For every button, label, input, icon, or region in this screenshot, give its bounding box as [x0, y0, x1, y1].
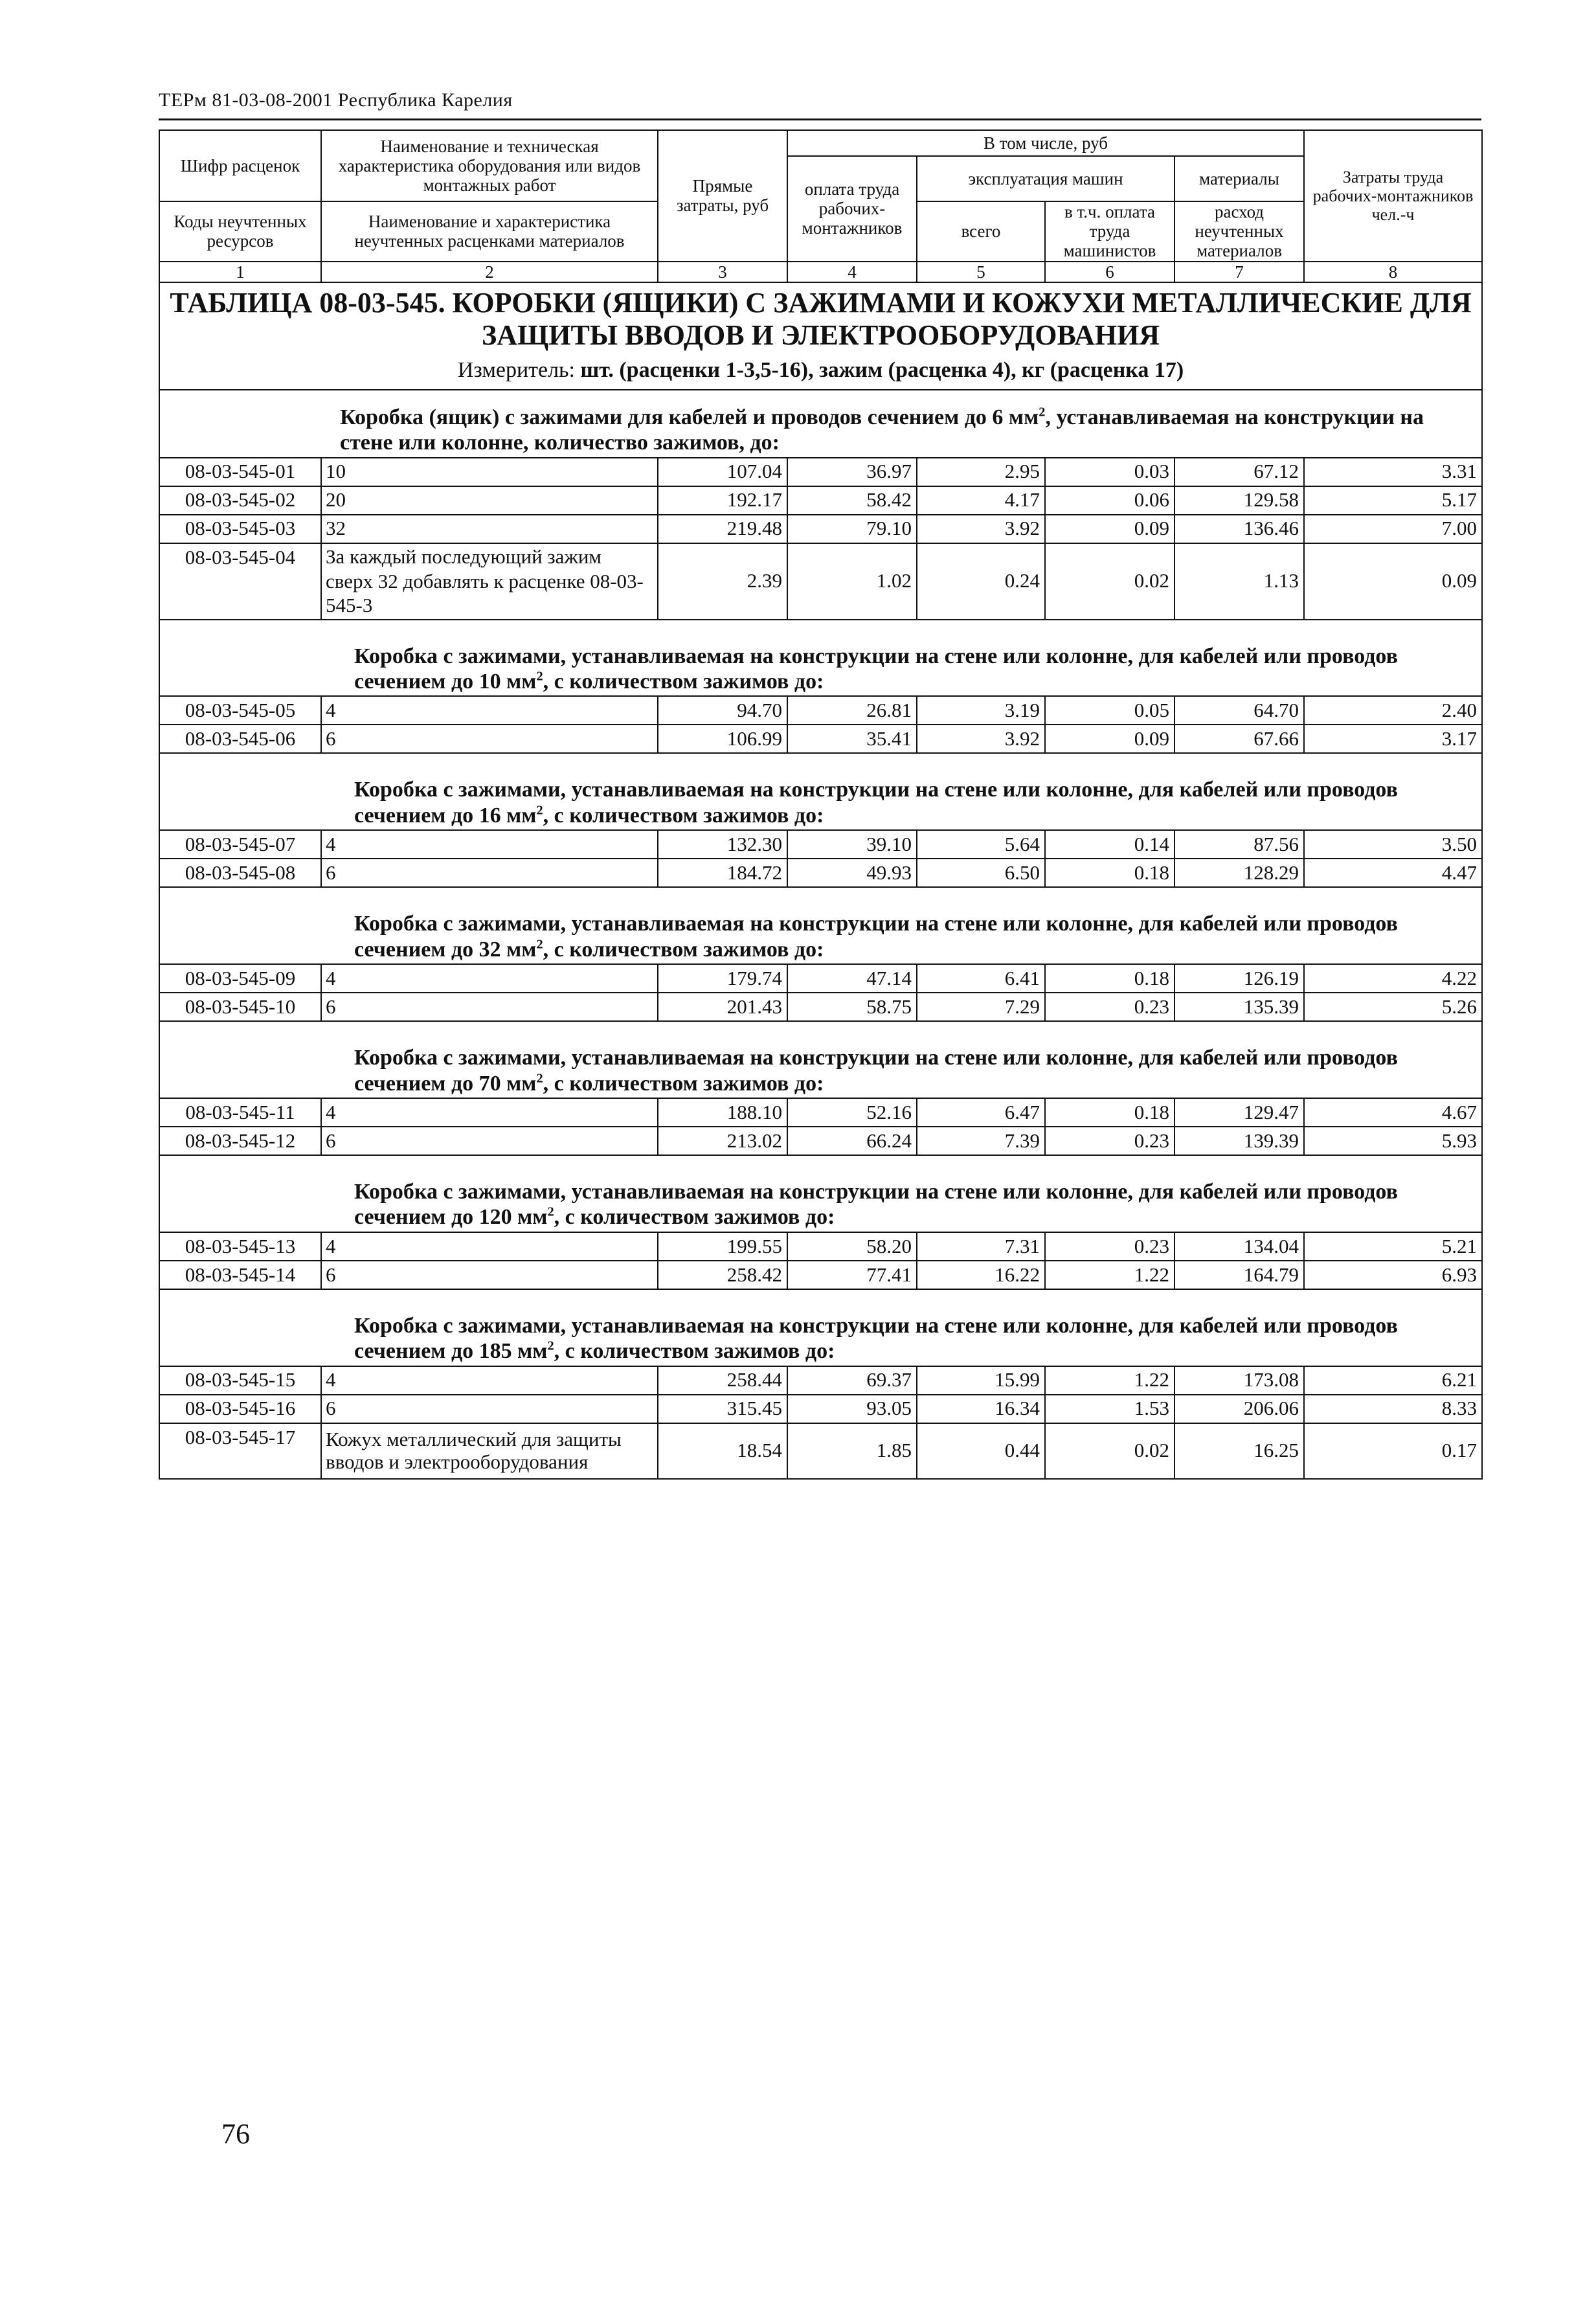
- group-heading-text-end: , устанавливаемая на конструкции на стене или колонне, количество зажимов, до:: [340, 405, 1424, 455]
- header-in-total: В том числе, руб: [787, 130, 1304, 156]
- machine-cost-cell: 7.39: [917, 1127, 1045, 1155]
- machinist-pay-cell: 0.09: [1045, 515, 1175, 543]
- measure-text: шт. (расценки 1-3,5-16), зажим (расценка 4), кг (расценка 17): [580, 358, 1184, 383]
- machinist-pay-cell: 0.23: [1045, 1232, 1175, 1261]
- rate-name-cell: 6: [321, 993, 658, 1021]
- group-heading-superscript: 2: [1039, 405, 1046, 420]
- header-labor-hours: Затраты труда рабочих-монтажников чел.-ч: [1304, 130, 1482, 262]
- machinist-pay-cell: 0.02: [1045, 543, 1175, 620]
- header-rule: [159, 118, 1481, 120]
- labor-cost-cell: 35.41: [787, 725, 917, 753]
- group-heading-superscript: 2: [536, 1071, 543, 1086]
- labor-cost-cell: 26.81: [787, 696, 917, 725]
- materials-cost-cell: 129.47: [1175, 1098, 1304, 1127]
- labor-cost-cell: 58.42: [787, 486, 917, 515]
- labor-hours-cell: 0.09: [1304, 543, 1482, 620]
- rate-name-cell: 4: [321, 1366, 658, 1395]
- header-name: Наименование и техническая характеристика оборудования или видов монтажных работ: [338, 136, 641, 196]
- group-heading-text-end: , с количеством зажимов до:: [543, 803, 824, 828]
- rates-table: [159, 130, 1483, 1480]
- col-number-7: 7: [1175, 262, 1304, 282]
- direct-cost-cell: 258.44: [658, 1366, 787, 1395]
- col-number-3: 3: [658, 262, 787, 282]
- group-heading-row: [159, 1289, 1482, 1366]
- col-number-2: 2: [321, 262, 658, 282]
- materials-cost-cell: 206.06: [1175, 1395, 1304, 1423]
- group-heading-superscript: 2: [547, 1339, 554, 1353]
- machinist-pay-cell: 0.05: [1045, 696, 1175, 725]
- group-heading-text: Коробка с зажимами, устанавливаемая на конструкции на стене или колонне, для кабелей или проводов сечением до 32 мм: [354, 912, 1398, 962]
- rate-code-cell: 08-03-545-07: [159, 830, 321, 859]
- group-heading-row: [159, 390, 1482, 458]
- machine-cost-cell: 6.41: [917, 964, 1045, 993]
- rate-code-cell: 08-03-545-04: [159, 543, 321, 620]
- header-materials: материалы: [1175, 156, 1304, 201]
- group-heading-superscript: 2: [547, 1205, 554, 1220]
- direct-cost-cell: 219.48: [658, 515, 787, 543]
- direct-cost-cell: 94.70: [658, 696, 787, 725]
- materials-cost-cell: 136.46: [1175, 515, 1304, 543]
- table-row: [159, 1423, 1482, 1479]
- group-heading-text: Коробка с зажимами, устанавливаемая на конструкции на стене или колонне, для кабелей или проводов сечением до 16 мм: [354, 778, 1398, 828]
- direct-cost-cell: 315.45: [658, 1395, 787, 1423]
- table-title: ТАБЛИЦА 08-03-545. КОРОБКИ (ЯЩИКИ) С ЗАЖИМАМИ И КОЖУХИ МЕТАЛЛИЧЕСКИЕ ДЛЯ ЗАЩИТЫ ВВОДОВ И ЭЛЕКТРООБОРУДОВАНИЯ: [170, 286, 1472, 352]
- group-heading-superscript: 2: [536, 669, 543, 684]
- direct-cost-cell: 184.72: [658, 859, 787, 887]
- table-row: [159, 830, 1482, 859]
- table-row: [159, 1366, 1482, 1395]
- labor-cost-cell: 49.93: [787, 859, 917, 887]
- labor-cost-cell: 36.97: [787, 458, 917, 486]
- header-machines: эксплуатация машин: [917, 156, 1175, 201]
- labor-cost-cell: 58.20: [787, 1232, 917, 1261]
- group-heading-superscript: 2: [536, 937, 543, 952]
- materials-cost-cell: 87.56: [1175, 830, 1304, 859]
- machine-cost-cell: 3.19: [917, 696, 1045, 725]
- header-materials-name: Наименование и характеристика неучтенных расценками материалов: [321, 201, 658, 262]
- col-number-1: 1: [159, 262, 321, 282]
- group-heading-text: Коробка (ящик) с зажимами для кабелей и проводов сечением до 6 мм: [340, 405, 1039, 429]
- rate-code-cell: 08-03-545-13: [159, 1232, 321, 1261]
- labor-hours-cell: 4.22: [1304, 964, 1482, 993]
- group-heading-text-end: , с количеством зажимов до:: [543, 937, 824, 962]
- labor-cost-cell: 1.85: [787, 1423, 917, 1479]
- materials-cost-cell: 126.19: [1175, 964, 1304, 993]
- direct-cost-cell: 199.55: [658, 1232, 787, 1261]
- machinist-pay-cell: 0.14: [1045, 830, 1175, 859]
- table-row: [159, 725, 1482, 753]
- rate-code-cell: 08-03-545-09: [159, 964, 321, 993]
- group-heading: [159, 753, 1482, 830]
- header-code-cell: [159, 130, 321, 201]
- labor-cost-cell: 58.75: [787, 993, 917, 1021]
- labor-hours-cell: 0.17: [1304, 1423, 1482, 1479]
- machinist-pay-cell: 1.53: [1045, 1395, 1175, 1423]
- measure-line: [166, 352, 1475, 389]
- materials-cost-cell: 135.39: [1175, 993, 1304, 1021]
- rate-name-cell: 6: [321, 1261, 658, 1289]
- group-heading-text-end: , с количеством зажимов до:: [554, 1339, 835, 1364]
- group-heading-row: [159, 1155, 1482, 1232]
- header-row-1: [159, 130, 1482, 156]
- group-heading: [159, 620, 1482, 697]
- direct-cost-cell: 107.04: [658, 458, 787, 486]
- machine-cost-cell: 15.99: [917, 1366, 1045, 1395]
- table-row: [159, 458, 1482, 486]
- labor-cost-cell: 69.37: [787, 1366, 917, 1395]
- materials-cost-cell: 16.25: [1175, 1423, 1304, 1479]
- direct-cost-cell: 188.10: [658, 1098, 787, 1127]
- labor-hours-cell: 3.31: [1304, 458, 1482, 486]
- labor-hours-cell: 7.00: [1304, 515, 1482, 543]
- header-labor-pay: оплата труда рабочих-монтажников: [787, 156, 917, 262]
- header-unaccounted-materials: расход неучтенных материалов: [1175, 201, 1304, 262]
- rate-code-cell: 08-03-545-05: [159, 696, 321, 725]
- group-heading-text-end: , с количеством зажимов до:: [543, 669, 824, 693]
- machinist-pay-cell: 0.02: [1045, 1423, 1175, 1479]
- table-row: [159, 1098, 1482, 1127]
- labor-cost-cell: 52.16: [787, 1098, 917, 1127]
- rate-name-cell: 20: [321, 486, 658, 515]
- col-number-5: 5: [917, 262, 1045, 282]
- group-heading-superscript: 2: [536, 803, 543, 818]
- group-heading-text: Коробка с зажимами, устанавливаемая на конструкции на стене или колонне, для кабелей или проводов сечением до 185 мм: [354, 1313, 1398, 1364]
- direct-cost-cell: 18.54: [658, 1423, 787, 1479]
- materials-cost-cell: 173.08: [1175, 1366, 1304, 1395]
- labor-hours-cell: 5.26: [1304, 993, 1482, 1021]
- table-title-cell: [159, 282, 1482, 390]
- col-number-8: 8: [1304, 262, 1482, 282]
- machinist-pay-cell: 1.22: [1045, 1366, 1175, 1395]
- machine-cost-cell: 4.17: [917, 486, 1045, 515]
- machine-cost-cell: 7.29: [917, 993, 1045, 1021]
- table-row: [159, 486, 1482, 515]
- machine-cost-cell: 7.31: [917, 1232, 1045, 1261]
- table-row: [159, 1127, 1482, 1155]
- table-row: [159, 543, 1482, 620]
- labor-hours-cell: 6.21: [1304, 1366, 1482, 1395]
- machine-cost-cell: 5.64: [917, 830, 1045, 859]
- labor-cost-cell: 79.10: [787, 515, 917, 543]
- machinist-pay-cell: 0.18: [1045, 964, 1175, 993]
- materials-cost-cell: 67.12: [1175, 458, 1304, 486]
- direct-cost-cell: 179.74: [658, 964, 787, 993]
- rate-name-cell: Кожух металлический для защиты вводов и электрооборудования: [321, 1423, 658, 1479]
- rate-name-cell: 6: [321, 1127, 658, 1155]
- machinist-pay-cell: 0.03: [1045, 458, 1175, 486]
- machine-cost-cell: 2.95: [917, 458, 1045, 486]
- rate-name-cell: 4: [321, 1098, 658, 1127]
- rate-name-cell: 4: [321, 1232, 658, 1261]
- direct-cost-cell: 258.42: [658, 1261, 787, 1289]
- machine-cost-cell: 6.50: [917, 859, 1045, 887]
- table-row: [159, 1261, 1482, 1289]
- col-number-4: 4: [787, 262, 917, 282]
- labor-hours-cell: 4.67: [1304, 1098, 1482, 1127]
- rate-name-cell: 6: [321, 1395, 658, 1423]
- labor-hours-cell: 8.33: [1304, 1395, 1482, 1423]
- rate-code-cell: 08-03-545-16: [159, 1395, 321, 1423]
- direct-cost-cell: 106.99: [658, 725, 787, 753]
- rate-name-cell: 4: [321, 964, 658, 993]
- direct-cost-cell: 201.43: [658, 993, 787, 1021]
- header-machinist-pay: в т.ч. оплата труда машинистов: [1045, 201, 1175, 262]
- group-heading-row: [159, 620, 1482, 697]
- rate-name-cell: 4: [321, 830, 658, 859]
- rate-name-cell: 6: [321, 859, 658, 887]
- materials-cost-cell: 128.29: [1175, 859, 1304, 887]
- rate-name-cell: За каждый последующий зажим сверх 32 добавлять к расценке 08-03-545-3: [321, 543, 658, 620]
- labor-cost-cell: 47.14: [787, 964, 917, 993]
- col-number-6: 6: [1045, 262, 1175, 282]
- machine-cost-cell: 16.22: [917, 1261, 1045, 1289]
- group-heading: [159, 1021, 1482, 1098]
- machine-cost-cell: 6.47: [917, 1098, 1045, 1127]
- direct-cost-cell: 213.02: [658, 1127, 787, 1155]
- rate-code-cell: 08-03-545-17: [159, 1423, 321, 1479]
- rate-name-cell: 6: [321, 725, 658, 753]
- table-body: [159, 130, 1482, 1479]
- labor-hours-cell: 3.50: [1304, 830, 1482, 859]
- running-head: ТЕРм 81-03-08-2001 Республика Карелия: [159, 89, 513, 111]
- rate-code-cell: 08-03-545-12: [159, 1127, 321, 1155]
- materials-cost-cell: 1.13: [1175, 543, 1304, 620]
- rate-name-cell: 4: [321, 696, 658, 725]
- machinist-pay-cell: 0.23: [1045, 1127, 1175, 1155]
- direct-cost-cell: 192.17: [658, 486, 787, 515]
- page-number: 76: [221, 2118, 250, 2150]
- group-heading-text: Коробка с зажимами, устанавливаемая на конструкции на стене или колонне, для кабелей или проводов сечением до 10 мм: [354, 644, 1398, 693]
- group-heading-row: [159, 887, 1482, 964]
- rate-code-cell: 08-03-545-06: [159, 725, 321, 753]
- rate-code-cell: 08-03-545-14: [159, 1261, 321, 1289]
- table-row: [159, 964, 1482, 993]
- machinist-pay-cell: 0.18: [1045, 1098, 1175, 1127]
- labor-cost-cell: 39.10: [787, 830, 917, 859]
- machine-cost-cell: 16.34: [917, 1395, 1045, 1423]
- table-row: [159, 515, 1482, 543]
- table-row: [159, 859, 1482, 887]
- machine-cost-cell: 3.92: [917, 515, 1045, 543]
- direct-cost-cell: 2.39: [658, 543, 787, 620]
- rate-code-cell: 08-03-545-02: [159, 486, 321, 515]
- materials-cost-cell: 64.70: [1175, 696, 1304, 725]
- labor-hours-cell: 5.93: [1304, 1127, 1482, 1155]
- table-title-row: [159, 282, 1482, 390]
- rate-code-cell: 08-03-545-10: [159, 993, 321, 1021]
- table-row: [159, 696, 1482, 725]
- rate-name-cell: 10: [321, 458, 658, 486]
- group-heading-row: [159, 1021, 1482, 1098]
- group-heading-text-end: , с количеством зажимов до:: [543, 1071, 824, 1096]
- rate-code-cell: 08-03-545-11: [159, 1098, 321, 1127]
- labor-hours-cell: 6.93: [1304, 1261, 1482, 1289]
- group-heading-row: [159, 753, 1482, 830]
- group-heading-text: Коробка с зажимами, устанавливаемая на конструкции на стене или колонне, для кабелей или проводов сечением до 70 мм: [354, 1046, 1398, 1096]
- labor-hours-cell: 5.21: [1304, 1232, 1482, 1261]
- labor-hours-cell: 5.17: [1304, 486, 1482, 515]
- machinist-pay-cell: 1.22: [1045, 1261, 1175, 1289]
- machinist-pay-cell: 0.09: [1045, 725, 1175, 753]
- group-heading: [159, 390, 1482, 458]
- rate-name-cell: 32: [321, 515, 658, 543]
- header-code: Шифр расценок: [180, 155, 300, 175]
- labor-cost-cell: 93.05: [787, 1395, 917, 1423]
- group-heading-text-end: , с количеством зажимов до:: [554, 1205, 835, 1230]
- labor-cost-cell: 77.41: [787, 1261, 917, 1289]
- machinist-pay-cell: 0.06: [1045, 486, 1175, 515]
- materials-cost-cell: 164.79: [1175, 1261, 1304, 1289]
- direct-cost-cell: 132.30: [658, 830, 787, 859]
- materials-cost-cell: 139.39: [1175, 1127, 1304, 1155]
- table-row: [159, 1232, 1482, 1261]
- rate-code-cell: 08-03-545-15: [159, 1366, 321, 1395]
- header-machines-total: всего: [917, 201, 1045, 262]
- group-heading-text: Коробка с зажимами, устанавливаемая на конструкции на стене или колонне, для кабелей или проводов сечением до 120 мм: [354, 1180, 1398, 1230]
- materials-cost-cell: 134.04: [1175, 1232, 1304, 1261]
- measure-label: Измеритель:: [457, 358, 576, 383]
- materials-cost-cell: 129.58: [1175, 486, 1304, 515]
- header-direct-costs: Прямые затраты, руб: [658, 130, 787, 262]
- machine-cost-cell: 0.24: [917, 543, 1045, 620]
- labor-hours-cell: 2.40: [1304, 696, 1482, 725]
- machine-cost-cell: 3.92: [917, 725, 1045, 753]
- rate-code-cell: 08-03-545-08: [159, 859, 321, 887]
- labor-hours-cell: 3.17: [1304, 725, 1482, 753]
- labor-cost-cell: 1.02: [787, 543, 917, 620]
- header-name-cell: [321, 130, 658, 201]
- table-row: [159, 1395, 1482, 1423]
- table-row: [159, 993, 1482, 1021]
- header-resource-codes: Коды неучтенных ресурсов: [159, 201, 321, 262]
- machine-cost-cell: 0.44: [917, 1423, 1045, 1479]
- rate-code-cell: 08-03-545-01: [159, 458, 321, 486]
- column-numbers-row: [159, 262, 1482, 282]
- group-heading: [159, 1155, 1482, 1232]
- machinist-pay-cell: 0.23: [1045, 993, 1175, 1021]
- group-heading: [159, 887, 1482, 964]
- materials-cost-cell: 67.66: [1175, 725, 1304, 753]
- group-heading: [159, 1289, 1482, 1366]
- labor-cost-cell: 66.24: [787, 1127, 917, 1155]
- labor-hours-cell: 4.47: [1304, 859, 1482, 887]
- machinist-pay-cell: 0.18: [1045, 859, 1175, 887]
- rate-code-cell: 08-03-545-03: [159, 515, 321, 543]
